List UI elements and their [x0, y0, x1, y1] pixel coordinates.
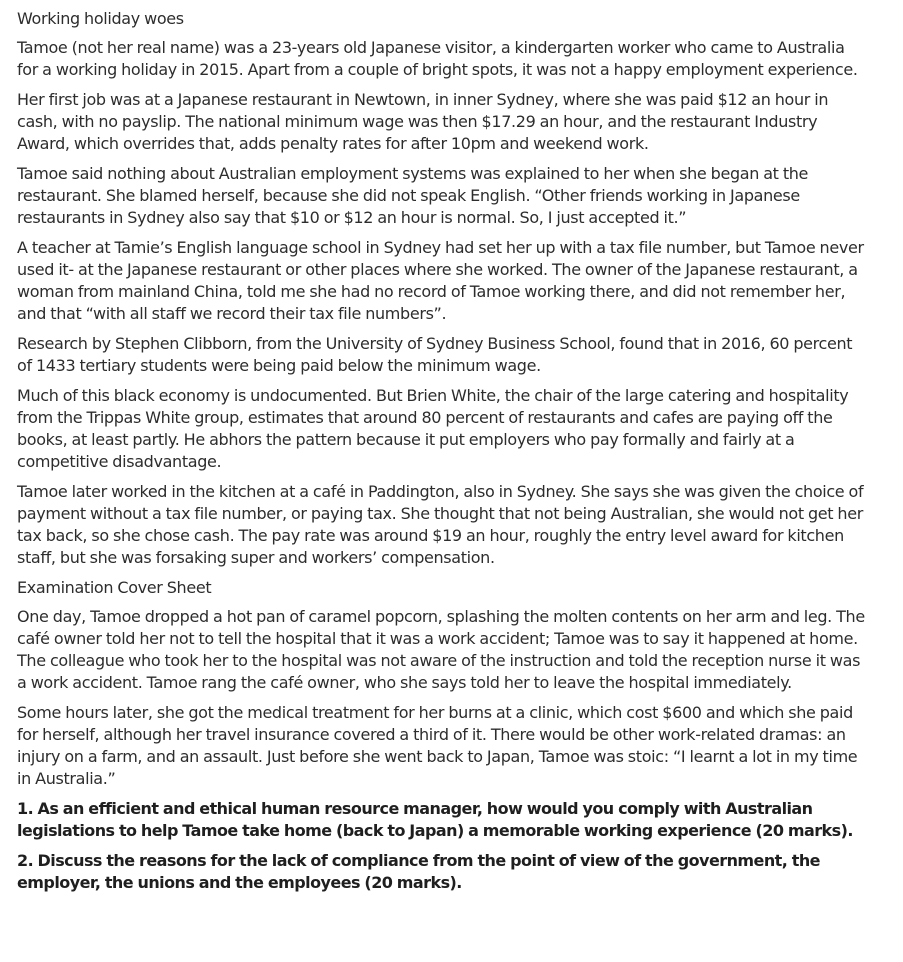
paragraph: Much of this black economy is undocumented. But Brien White, the chair of the large catering and hospitality from the Trippas White group, estimates that around 80 percent of restaurants and cafes are paying off the books, at least partly. He abhors the pattern because it put employers who pay formally and fairly at a competitive disadvantage. [17, 386, 849, 471]
paragraph: Her first job was at a Japanese restaurant in Newtown, in inner Sydney, where she was paid $12 an hour in cash, with no payslip. The national minimum wage was then $17.29 an hour, and the restaurant Industry Award, which overrides that, adds penalty rates for after 10pm and weekend work. [17, 90, 829, 153]
document-body [17, 8, 867, 902]
paragraph: A teacher at Tamie’s English language school in Sydney had set her up with a tax file number, but Tamoe never used it- at the Japanese restaurant or other places where she worked. The owner of the Japanese restaurant, a woman from mainland China, told me she had no record of Tamoe working there, and did not remember her, and that “with all staff we record their tax file numbers”. [17, 238, 864, 323]
paragraph: Tamoe (not her real name) was a 23-years old Japanese visitor, a kindergarten worker who came to Australia for a working holiday in 2015. Apart from a couple of bright spots, it was not a happy employment experience. [17, 38, 858, 79]
section-label: Examination Cover Sheet [17, 578, 212, 597]
question-2: 2. Discuss the reasons for the lack of compliance from the point of view of the government, the employer, the unions and the employees (20 marks). [17, 851, 820, 892]
paragraph: Tamoe later worked in the kitchen at a café in Paddington, also in Sydney. She says she was given the choice of payment without a tax file number, or paying tax. She thought that not being Australian, she would not get her tax back, so she chose cash. The pay rate was around $19 an hour, roughly the entry level award for kitchen staff, but she was forsaking super and workers’ compensation. [17, 482, 864, 567]
paragraph: One day, Tamoe dropped a hot pan of caramel popcorn, splashing the molten contents on her arm and leg. The café owner told her not to tell the hospital that it was a work accident; Tamoe was to say it happened at home. The colleague who took her to the hospital was not aware of the instruction and told the reception nurse it was a work accident. Tamoe rang the café owner, who she says told her to leave the hospital immediately. [17, 607, 865, 692]
paragraph: Some hours later, she got the medical treatment for her burns at a clinic, which cost $600 and which she paid for herself, although her travel insurance covered a third of it. There would be other work-related dramas: an injury on a farm, and an assault. Just before she went back to Japan, Tamoe was stoic: “I learnt a lot in my time in Australia.” [17, 703, 858, 788]
paragraph: Research by Stephen Clibborn, from the University of Sydney Business School, found that in 2016, 60 percent of 1433 tertiary students were being paid below the minimum wage. [17, 334, 853, 375]
document-title: Working holiday woes [17, 9, 184, 28]
paragraph: Tamoe said nothing about Australian employment systems was explained to her when she began at the restaurant. She blamed herself, because she did not speak English. “Other friends working in Japanese restaurants in Sydney also say that $10 or $12 an hour is normal. So, I just accepted it.” [17, 164, 809, 227]
question-1: 1. As an efficient and ethical human resource manager, how would you comply with Australian legislations to help Tamoe take home (back to Japan) a memorable working experience (20 marks). [17, 799, 853, 840]
